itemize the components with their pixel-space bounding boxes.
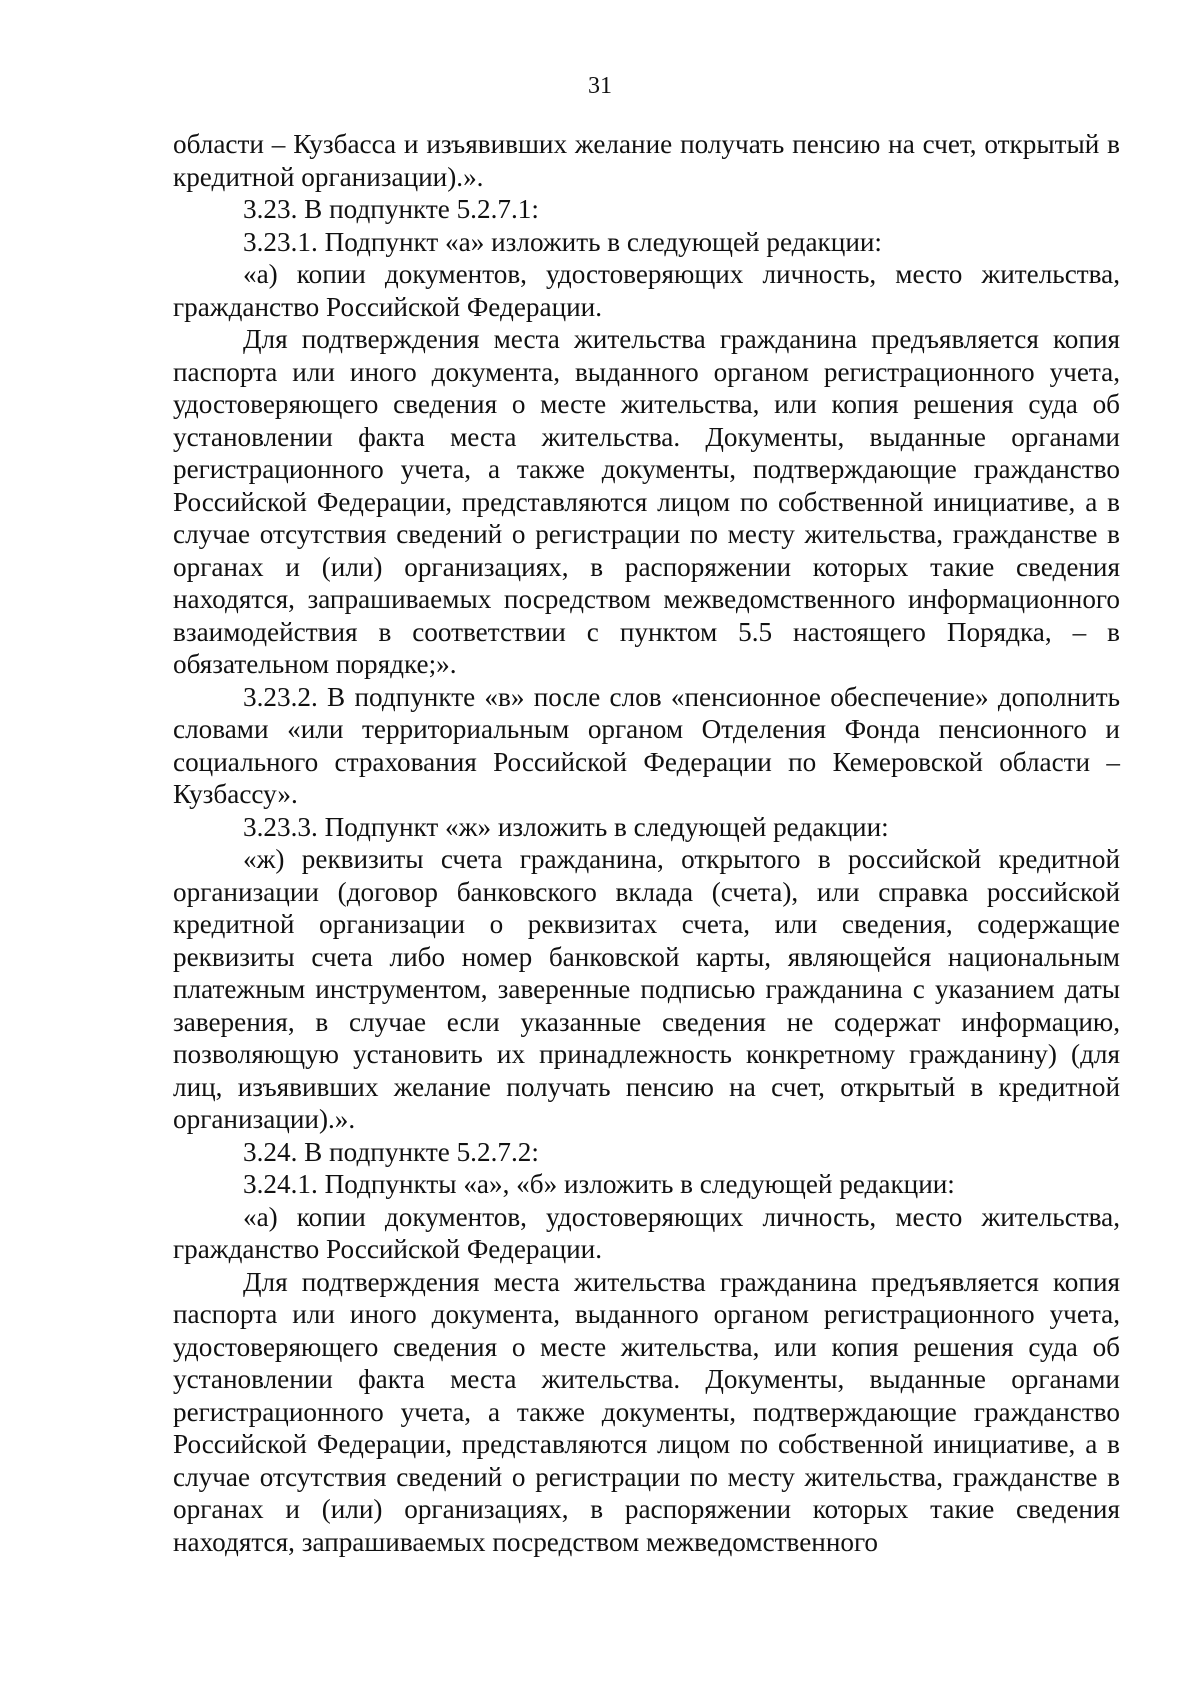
paragraph: 3.24. В подпункте 5.2.7.2: [243, 1136, 539, 1167]
paragraph: 3.23. В подпункте 5.2.7.1: [243, 194, 539, 224]
paragraph: «ж) реквизиты счета гражданина, открытого в российской кредитной организации (договор банковского вклада (счета), или справка российской кредитной организации о реквизитах счета, или сведения, содержащие реквизиты счета либо номер банковской карты, являющейся национальным платежным инструментом, заверенные подписью гражданина с указанием даты заверения, в случае если указанные сведения не содержат информацию, позволяющую установить их принадлежность конкретному гражданину) (для лиц, изъявивших желание получать пенсию на счет, открытый в кредитной организации).». [173, 844, 1120, 1134]
paragraph: 3.23.1. Подпункт «а» изложить в следующей редакции: [243, 226, 882, 257]
paragraph: 3.23.3. Подпункт «ж» изложить в следующей редакции: [243, 811, 889, 842]
document-body [173, 128, 1120, 1558]
paragraph: Для подтверждения места жительства гражданина предъявляется копия паспорта или иного документа, выданного органом регистрационного учета, удостоверяющего сведения о месте жительства, или копия решения суда об установлении факта места жительства. Документы, выданные органами регистрационного учета, а также документы, подтверждающие гражданство Российской Федерации, представляются лицом по собственной инициативе, а в случае отсутствия сведений о регистрации по месту жительства, гражданстве в органах и (или) организациях, в распоряжении которых такие сведения находятся, запрашиваемых посредством межведомственного [173, 1266, 1120, 1557]
paragraph: Для подтверждения места жительства гражданина предъявляется копия паспорта или иного документа, выданного органом регистрационного учета, удостоверяющего сведения о месте жительства, или копия решения суда об установлении факта места жительства. Документы, выданные органами регистрационного учета, а также документы, подтверждающие гражданство Российской Федерации, представляются лицом по собственной инициативе, а в случае отсутствия сведений о регистрации по месту жительства, гражданстве в органах и (или) организациях, в распоряжении которых такие сведения находятся, запрашиваемых посредством межведомственного информационного взаимодействия в соответствии с пунктом 5.5 настоящего Порядка, – в обязательном порядке;». [173, 324, 1120, 679]
page-number: 31 [588, 73, 612, 99]
paragraph: 3.23.2. В подпункте «в» после слов «пенсионное обеспечение» дополнить словами «или территориальным органом Отделения Фонда пенсионного и социального страхования Российской Федерации по Кемеровской области – Кузбассу». [173, 681, 1120, 809]
paragraph: «а) копии документов, удостоверяющих личность, место жительства, гражданство Российской Федерации. [173, 1201, 1120, 1264]
paragraph: 3.24.1. Подпункты «а», «б» изложить в следующей редакции: [243, 1169, 955, 1199]
paragraph: «а) копии документов, удостоверяющих личность, место жительства, гражданство Российской Федерации. [173, 259, 1120, 322]
paragraph: области – Кузбасса и изъявивших желание получать пенсию на счет, открытый в кредитной организации).». [173, 129, 1120, 192]
